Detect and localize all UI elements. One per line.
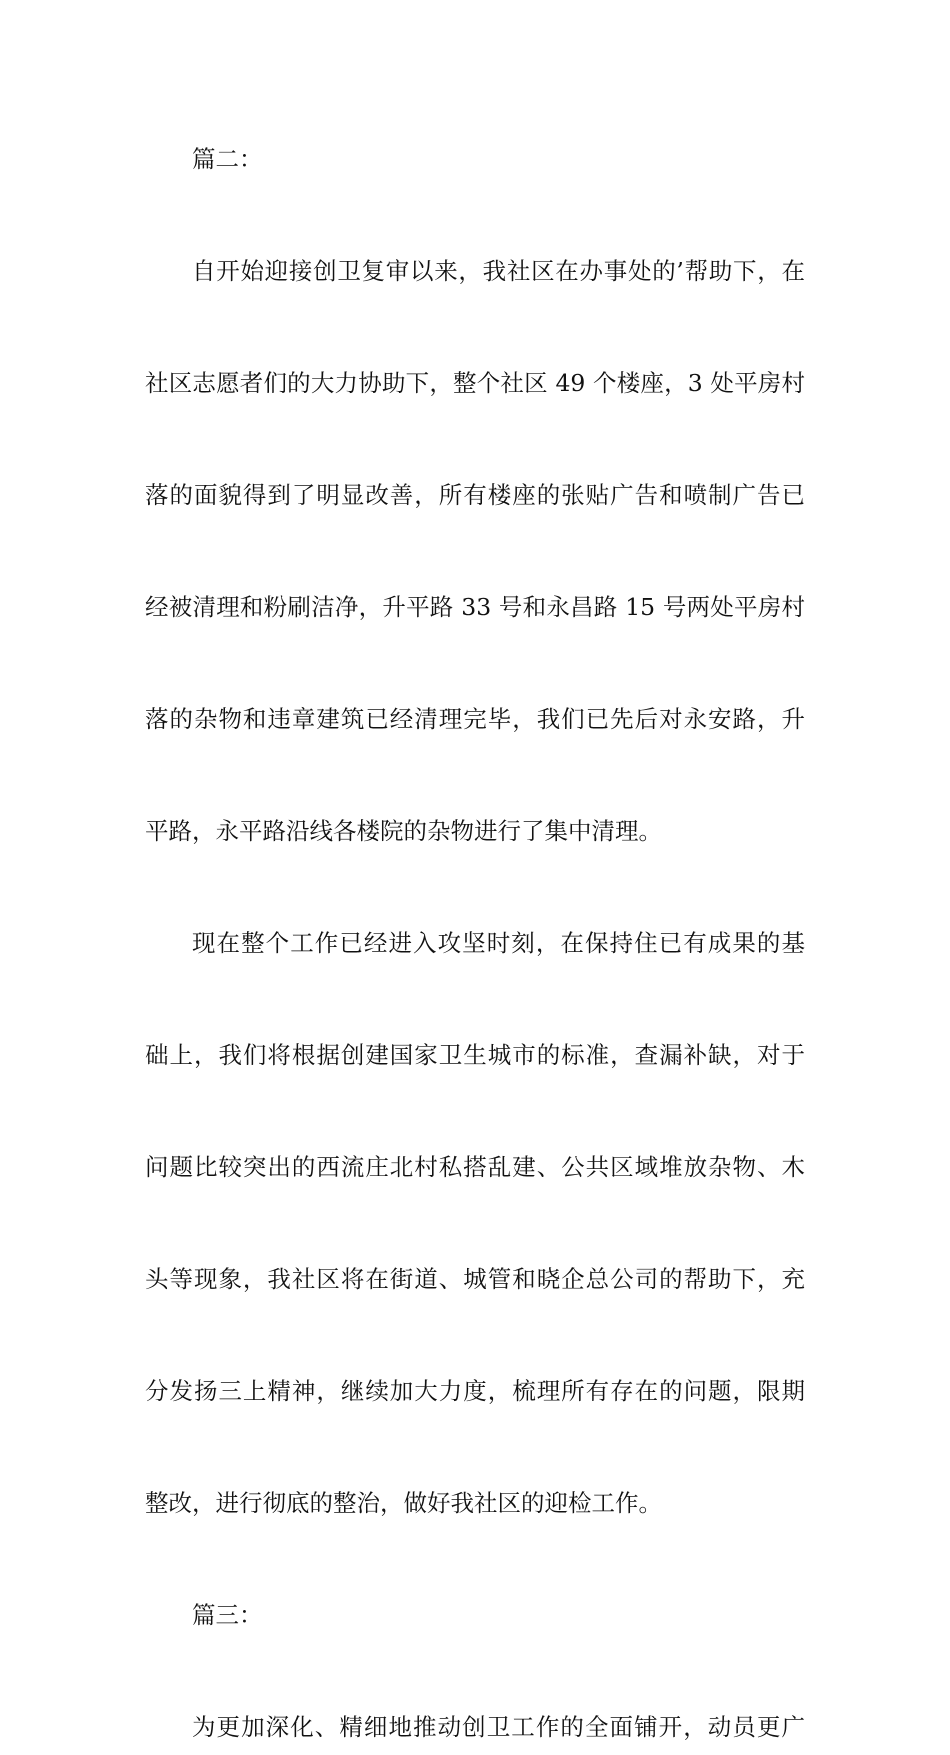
text-line: 平路，永平路沿线各楼院的杂物进行了集中清理。 [145, 817, 662, 845]
text-line: 落的杂物和违章建筑已经清理完毕，我们已先后对永安路，升 [145, 705, 805, 733]
spacer [145, 1307, 805, 1363]
spacer [145, 299, 805, 355]
spacer [145, 747, 805, 803]
text-line: 为更加深化、精细地推动创卫工作的全面铺开，动员更广 [192, 1713, 805, 1741]
spacer [145, 859, 805, 915]
text-line: 问题比较突出的西流庄北村私搭乱建、公共区域堆放杂物、木 [145, 1153, 805, 1181]
text-line: 自开始迎接创卫复审以来，我社区在办事处的’帮助下，在 [192, 257, 805, 285]
spacer [145, 411, 805, 467]
spacer [145, 187, 805, 243]
spacer [145, 1643, 805, 1699]
spacer [145, 971, 805, 1027]
spacer [145, 635, 805, 691]
text-line: 分发扬三上精神，继续加大力度，梳理所有存在的问题，限期 [145, 1377, 805, 1405]
section-heading-2: 篇二： [192, 145, 263, 173]
spacer [145, 1531, 805, 1587]
text-line: 落的面貌得到了明显改善，所有楼座的张贴广告和喷制广告已 [145, 481, 805, 509]
text-line: 础上，我们将根据创建国家卫生城市的标准，查漏补缺，对于 [145, 1041, 805, 1069]
spacer [145, 1195, 805, 1251]
section-heading-3: 篇三： [192, 1601, 263, 1629]
text-line: 社区志愿者们的大力协助下，整个社区 49 个楼座，3 处平房村 [145, 369, 805, 397]
paragraph-3 [145, 1699, 805, 1755]
text-line: 现在整个工作已经进入攻坚时刻，在保持住已有成果的基 [192, 929, 805, 957]
spacer [145, 1419, 805, 1475]
spacer [145, 523, 805, 579]
paragraph-2 [145, 915, 805, 1531]
paragraph-1 [145, 243, 805, 859]
document-body [145, 131, 805, 1755]
spacer [145, 1083, 805, 1139]
text-line: 头等现象，我社区将在街道、城管和晓企总公司的帮助下，充 [145, 1265, 805, 1293]
text-line: 经被清理和粉刷洁净，升平路 33 号和永昌路 15 号两处平房村 [145, 593, 805, 621]
text-line: 整改，进行彻底的整治，做好我社区的迎检工作。 [145, 1489, 662, 1517]
